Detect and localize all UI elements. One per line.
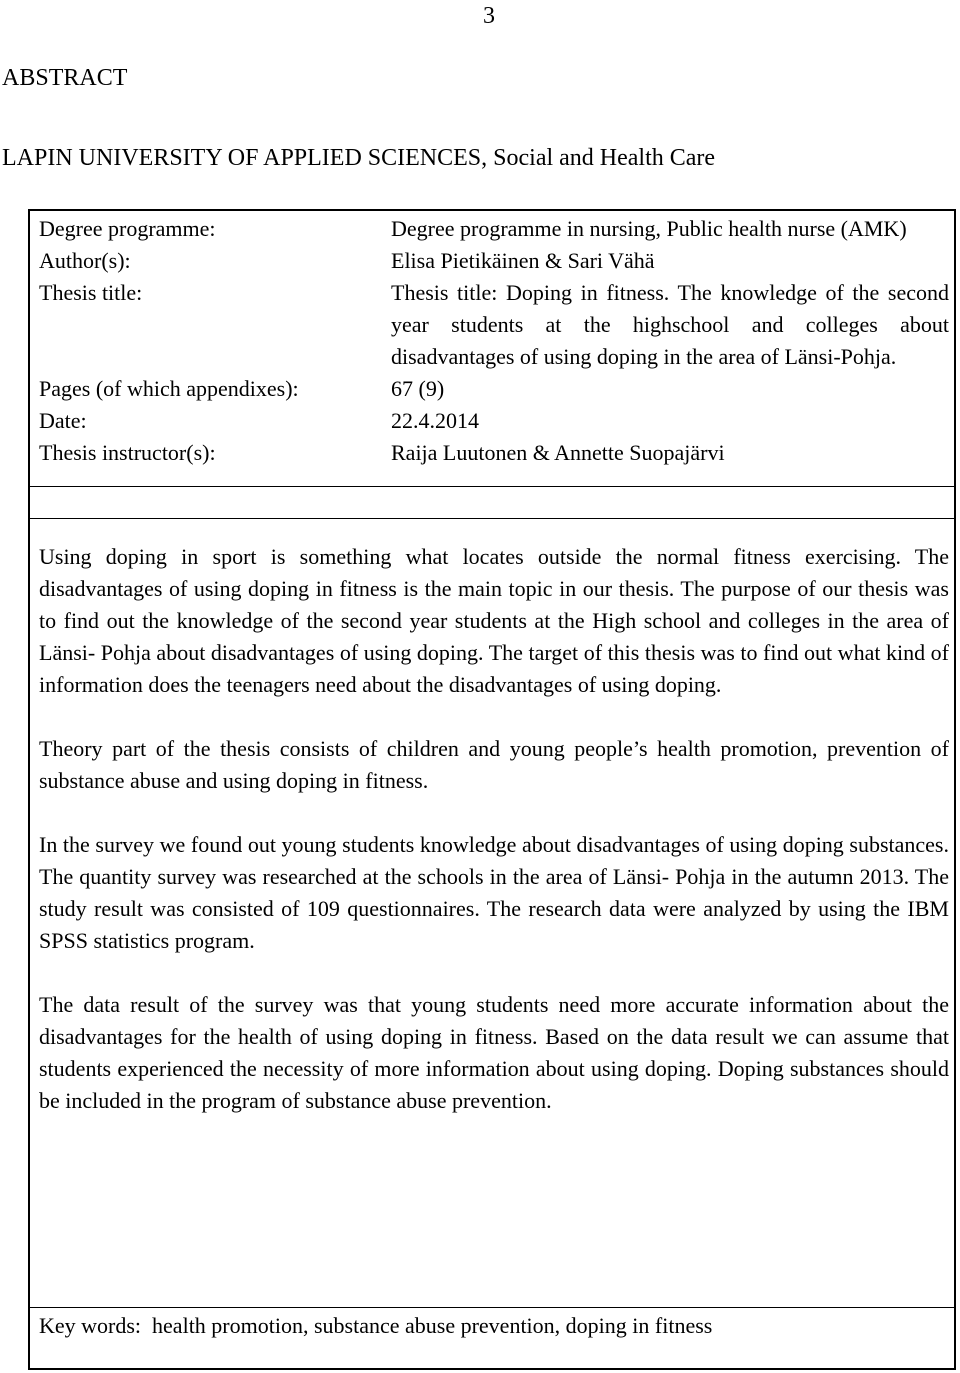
title-label: Thesis title:: [39, 280, 143, 305]
title-value: Thesis title: Doping in fitness. The knowledge of the second year students at the highschool and colleges about disadvantages of using doping in the area of Länsi-Pohja.: [391, 280, 949, 369]
pages-value: 67 (9): [391, 376, 445, 401]
date-label: Date:: [39, 408, 87, 433]
pages-row: [39, 373, 949, 405]
metadata-table: [39, 213, 949, 469]
keywords-section: [30, 1307, 954, 1368]
abstract-paragraph: In the survey we found out young students knowledge about disadvantages of using doping substances. The quantity survey was researched at the schools in the area of Länsi- Pohja in the autumn 2013. The study result was consisted of 109 questionnaires. The research data were analyzed by using the IBM SPSS statistics program.: [39, 832, 949, 953]
page-number: 3: [483, 3, 495, 29]
abstract-heading: ABSTRACT: [2, 65, 128, 91]
author-value: Elisa Pietikäinen & Sari Vähä: [391, 248, 655, 273]
date-bottom-rule: [30, 518, 954, 519]
abstract-paragraph: Using doping in sport is something what locates outside the normal fitness exercising. The disadvantages of using doping in fitness is the main topic in our thesis. The purpose of our thesis was to find out the knowledge of the second year students at the High school and colleges in the area of Länsi- Pohja about disadvantages of using doping. The target of this thesis was to find out what kind of information does the teenagers need about the disadvantages of using doping.: [39, 544, 949, 697]
abstract-body: [39, 541, 949, 1117]
date-value: 22.4.2014: [391, 408, 479, 433]
date-row: [39, 405, 949, 437]
pages-label: Pages (of which appendixes):: [39, 376, 299, 401]
abstract-paragraph: Theory part of the thesis consists of children and young people’s health promotion, prevention of substance abuse and using doping in fitness.: [39, 736, 949, 793]
keywords-value: health promotion, substance abuse prevention, doping in fitness: [152, 1313, 713, 1338]
degree-label: Degree programme:: [39, 216, 216, 241]
university-heading: LAPIN UNIVERSITY OF APPLIED SCIENCES, Social and Health Care: [2, 145, 716, 171]
author-label: Author(s):: [39, 248, 131, 273]
author-row: [39, 245, 949, 277]
degree-row: [39, 213, 949, 245]
keywords-label: Key words:: [39, 1313, 142, 1338]
abstract-paragraph: The data result of the survey was that young students need more accurate information about the disadvantages for the health of using doping in fitness. Based on the data result we can assume that students experienced the necessity of more information about using doping. Doping substances should be included in the program of substance abuse prevention.: [39, 992, 949, 1113]
date-top-rule: [30, 486, 954, 487]
abstract-box: [28, 209, 956, 1370]
degree-value: Degree programme in nursing, Public health nurse (AMK): [391, 216, 907, 241]
instructor-row: [39, 437, 949, 469]
instructor-value: Raija Luutonen & Annette Suopajärvi: [391, 440, 725, 465]
instructor-label: Thesis instructor(s):: [39, 440, 216, 465]
title-row: [39, 277, 949, 373]
